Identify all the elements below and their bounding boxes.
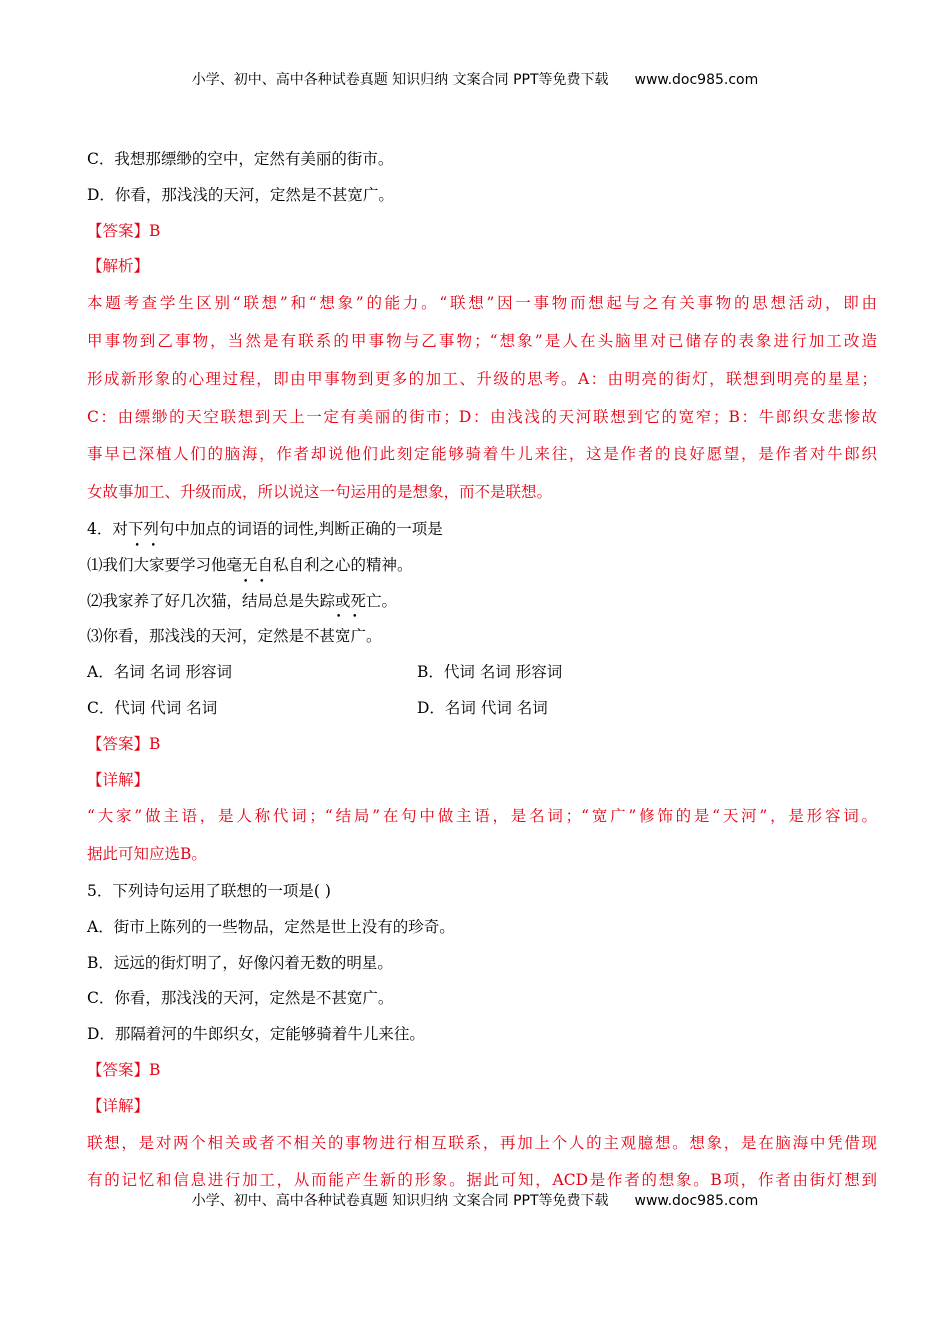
q4-sentence-2: [87, 584, 877, 620]
q3-analysis-line: C：由缥缈的天空联想到天上一定有美丽的街市；D：由浅浅的天河联想到它的宽窄；B：牛郎织女悲惨故: [87, 407, 877, 426]
q5-detail-line: 有的记忆和信息进行加工，从而能产生新的形象。据此可知，ACD是作者的想象。B项，作者由街灯想到: [87, 1171, 877, 1190]
q5-detail-line: 联想，是对两个相关或者不相关的事物进行相互联系，再加上个人的主观臆想。想象，是在脑海中凭借现: [87, 1133, 877, 1152]
q5-stem: 5．下列诗句运用了联想的一项是( ): [87, 881, 331, 900]
q4-sentence-3: [87, 619, 877, 655]
footer-text: 小学、初中、高中各种试卷真题 知识归纳 文案合同 PPT等免费下载: [191, 1193, 609, 1209]
q5-option-d: D．那隔着河的牛郎织女，定能够骑着牛儿来往。: [87, 1025, 425, 1044]
q3-analysis-line: 甲事物到乙事物，当然是有联系的甲事物与乙事物；“想象”是人在头脑里对已储存的表象进行加工改造: [87, 331, 877, 350]
q5-answer: 【答案】B: [87, 1060, 161, 1079]
page-footer: [0, 1190, 950, 1210]
q5-detail-label: 【详解】: [87, 1096, 150, 1115]
header-site: www.doc985.com: [634, 72, 759, 88]
q4-s2-post: 总是失踪或死亡。: [273, 591, 398, 610]
q5-detail: [87, 1125, 877, 1201]
footer-site: www.doc985.com: [634, 1193, 759, 1209]
q4-option-a: A．名词 名词 形容词: [87, 663, 233, 682]
q4-option-c: C．代词 代词 名词: [87, 698, 218, 717]
q3-analysis-line: 女故事加工、升级而成，所以说这一句运用的是想象，而不是联想。: [87, 483, 553, 502]
q4-options-row-1: [87, 655, 877, 691]
q4-detail-label: 【详解】: [87, 770, 150, 789]
q4-s3-pre: ⑶你看，那浅浅的天河，定然是不甚: [87, 627, 336, 646]
q4-stem: 4．对下列句中加点的词语的词性,判断正确的一项是: [87, 519, 443, 538]
q3-analysis-line: 事早已深植人们的脑海，作者却说他们此刻定能够骑着牛儿来往，这是作者的良好愿望，是作者对牛郎织: [87, 445, 877, 464]
q3-analysis-line: 本题考查学生区别“联想”和“想象”的能力。“联想”因一事物而想起与之有关事物的思想活动，即由: [87, 294, 877, 313]
q4-s3-dotted-word: • • 宽广: [335, 627, 366, 645]
q3-analysis-label: 【解析】: [87, 257, 150, 276]
q4-s2-pre: ⑵我家养了好几次猫，: [87, 591, 243, 610]
header-text: 小学、初中、高中各种试卷真题 知识归纳 文案合同 PPT等免费下载: [191, 72, 609, 88]
q3-analysis: [87, 285, 877, 512]
q4-s1-dotted-word: • • 大家: [134, 556, 165, 574]
q4-s2-dotted-word: • • 结局: [242, 592, 273, 610]
q5-option-b: B．远远的街灯明了，好像闪着无数的明星。: [87, 953, 393, 972]
q5-option-a: A．街市上陈列的一些物品，定然是世上没有的珍奇。: [87, 917, 455, 936]
q4-detail-line: “大家”做主语，是人称代词；“结局”在句中做主语，是名词；“宽广”修饰的是“天河”，是形容词。: [87, 807, 877, 826]
q4-s3-post: 。: [366, 627, 382, 646]
q4-answer: 【答案】B: [87, 734, 161, 753]
q4-detail-line: 据此可知应选B。: [87, 845, 207, 864]
q3-option-c: C．我想那缥缈的空中，定然有美丽的街市。: [87, 150, 394, 168]
q3-analysis-line: 形成新形象的心理过程，即由甲事物到更多的加工、升级的思考。A：由明亮的街灯，联想到明亮的星星；: [87, 369, 877, 388]
page-header: [0, 69, 950, 89]
q4-options-row-2: [87, 691, 877, 727]
q4-detail: [87, 798, 877, 874]
q4-sentence-1: [87, 548, 877, 584]
q5-option-c: C．你看，那浅浅的天河，定然是不甚宽广。: [87, 989, 394, 1008]
document-body: [87, 142, 877, 1200]
q4-option-b: B．代词 名词 形容词: [417, 663, 563, 682]
q3-answer: 【答案】B: [87, 221, 161, 240]
q4-s1-post: 要学习他毫无自私自利之心的精神。: [164, 555, 413, 574]
q4-s1-pre: ⑴我们: [87, 555, 134, 574]
q3-option-d: D．你看，那浅浅的天河，定然是不甚宽广。: [87, 185, 394, 204]
q4-option-d: D．名词 代词 名词: [417, 698, 548, 717]
